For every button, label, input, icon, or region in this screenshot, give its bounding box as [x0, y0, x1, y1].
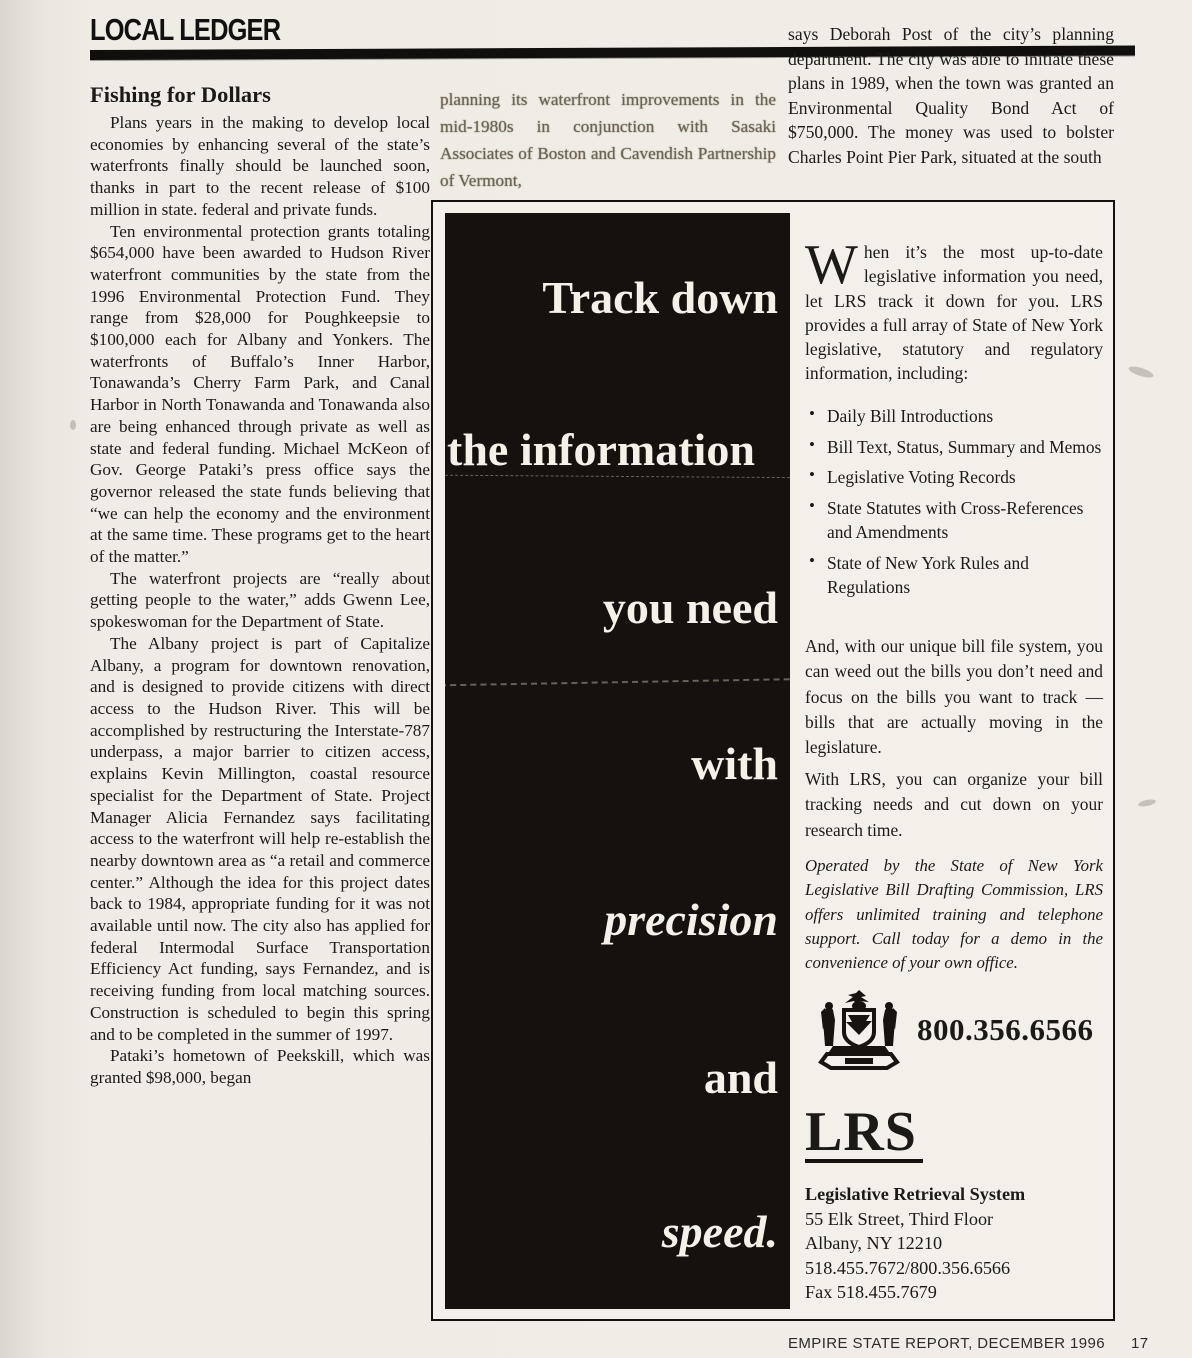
- list-item: [805, 404, 1103, 429]
- slogan-line: you need: [602, 582, 778, 633]
- ad-intro: [805, 234, 1103, 386]
- address-line: Albany, NY 12210: [805, 1233, 943, 1253]
- address-line: 518.455.7672/800.356.6566: [805, 1257, 1011, 1278]
- address-line: Fax 518.455.7679: [805, 1282, 937, 1302]
- lrs-advertisement: [431, 200, 1115, 1321]
- bullet-icon: •: [809, 465, 815, 484]
- lrs-logo-text: LRS: [805, 1107, 923, 1163]
- lrs-logo: [805, 1100, 1103, 1164]
- article-paragraph: The waterfront projects are “really about getting people to the water,” adds Gwenn Lee, spokeswoman for the Department of State.: [90, 568, 430, 632]
- article-left-column: [90, 82, 430, 1089]
- bullet-text: Bill Text, Status, Summary and Memos: [827, 436, 1102, 457]
- scan-speckle: [1127, 364, 1154, 380]
- footer-journal-name: EMPIRE STATE REPORT, DECEMBER 1996: [788, 1335, 1106, 1352]
- footer-page-number: 17: [1131, 1335, 1149, 1352]
- article-paragraph: Pataki’s hometown of Peekskill, which was granted $98,000, began: [90, 1046, 430, 1087]
- dropcap-w: W: [805, 234, 858, 296]
- list-item: [805, 435, 1103, 460]
- article-paragraph: Plans years in the making to develop local economies by enhancing several of the state’s waterfronts finally should be launched soon, thanks in part to the recent release of $100 million in state. federal and private funds.: [90, 113, 430, 219]
- scan-speckle: [70, 420, 76, 430]
- slogan-line: with: [691, 738, 778, 789]
- article-paragraph: The Albany project is part of Capitalize Albany, a program for downtown renovation, and is designed to provide citizens with direct access to the Hudson River. This will be accomplished by restructuring the Interstate-787 underpass, a major barrier to citizen access, explains Kevin Millington, coastal resource specialist for the Department of State. Project Manager Alicia Fernandez says facilitating access to the waterfront will help re-establish the nearby downtown area as “a retail and commerce center.” Although the idea for this project dates back to 1984, appropriate funding for it was not available until now. The city also has applied for federal Intermodal Surface Transportation Efficiency Act funding, says Fernandez, and is receiving funding from local matching sources. Construction is scheduled to begin this spring and to be completed in the summer of 1997.: [90, 633, 430, 1044]
- ad-phone-row: [805, 988, 1103, 1080]
- article-right-column: [788, 22, 1114, 169]
- slogan-line: precision: [604, 894, 778, 945]
- slogan-line: and: [703, 1052, 778, 1103]
- ny-state-seal-icon: [811, 988, 907, 1078]
- bullet-text: Legislative Voting Records: [827, 467, 1016, 487]
- bullet-text: Daily Bill Introductions: [827, 406, 994, 426]
- slogan-line: speed.: [661, 1206, 778, 1257]
- company-name: Legislative Retrieval System: [805, 1184, 1026, 1204]
- page-footer: [788, 1335, 1192, 1352]
- ad-phone-number: 800.356.6566: [917, 1012, 1094, 1047]
- slogan-line: the information: [447, 424, 755, 475]
- ad-slogan-panel: [445, 213, 790, 1309]
- bullet-icon: •: [809, 434, 815, 454]
- list-item: [805, 496, 1103, 545]
- bullet-text: State Statutes with Cross-References and Amendments: [827, 497, 1084, 542]
- ad-address-block: [805, 1182, 1103, 1305]
- scan-speckle: [1138, 798, 1157, 808]
- article-paragraph: Ten environmental protection grants totaling $654,000 have been awarded to Hudson River waterfront communities by the state from the 1996 Environmental Protection Fund. They range from $28,000 for Poughkeepsie to $100,000 each for Albany and Yonkers. The waterfronts of Buffalo’s Inner Harbor, Tonawanda’s Cherry Farm Park, and Canal Harbor in North Tonawanda and Tonawanda also are being enhanced through private as well as state and federal funding. Michael McKeon of Gov. George Pataki’s press office says the governor released the state funds believing that “we can help the economy and the environment at the same time. These programs get to the heart of the matter.”: [90, 221, 430, 567]
- bullet-icon: •: [809, 550, 815, 570]
- scan-scratch: [445, 678, 790, 687]
- slogan-line: Track down: [542, 272, 778, 323]
- article-title: Fishing for Dollars: [90, 82, 271, 107]
- article-paragraph: says Deborah Post of the city’s planning department. The city was able to initiate these plans in 1989, when the town was granted an Environmental Quality Bond Act of $750,000. The money was used to bolster Charles Point Pier Park, situated at the south: [788, 24, 1114, 167]
- page-title: LOCAL LEDGER: [90, 12, 281, 47]
- article-middle-column: [440, 86, 776, 194]
- bullet-icon: •: [809, 404, 815, 423]
- ad-paragraph-bill-file: And, with our unique bill file system, you can weed out the bills you don’t need and focus on the bills you want to track — bills that are actually moving in the legislature.: [805, 636, 1103, 758]
- ad-bullet-list: [805, 404, 1103, 606]
- bullet-icon: •: [809, 495, 815, 515]
- ad-intro-text: hen it’s the most up-to-date legislative information you need, let LRS track it down for you. LRS provides a full array of State of New York legislative, statutory and regulatory information, including:: [805, 242, 1103, 384]
- ad-fine-print: Operated by the State of New York Legislative Bill Drafting Commission, LRS offers unlimited training and telephone support. Call today for a demo in the convenience of your own office.: [805, 856, 1103, 973]
- article-paragraph-faded: planning its waterfront improvements in the mid-1980s in conjunction with Sasaki Associates of Boston and Cavendish Partnership of Vermont,: [440, 90, 776, 190]
- list-item: [805, 551, 1103, 600]
- scan-scratch: [445, 475, 790, 479]
- address-line: 55 Elk Street, Third Floor: [805, 1208, 994, 1229]
- ad-paragraph-organize: With LRS, you can organize your bill tracking needs and cut down on your research time.: [805, 769, 1103, 840]
- bullet-text: State of New York Rules and Regulations: [827, 552, 1029, 597]
- list-item: [805, 465, 1103, 490]
